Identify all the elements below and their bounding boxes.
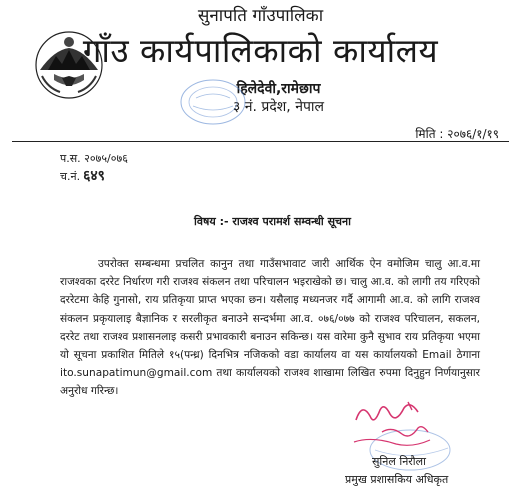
notice-body-text: उपरोक्त सम्बन्धमा प्रचलित कानुन तथा गाउँसभावाट जारी आर्थिक ऐन वमोजिम चालु आ.व.मा राजश्वका दररेट निर्धारण गरी राजश्व संकलन तथा परिचालन भइराखेको छ। चालु आ.व. को लागी तय गरिएको दररेटमा केहि गुनासो, राय प्रतिकृया प्राप्त भएका छन। यसैलाइ मध्यनजर गर्दै आगामी आ.व. को लागि राजश्व संकलन प्रकृयालाइ बैज्ञानिक र सरलीकृत बनाउने सन्दर्भमा आ.व. ०७६/०७७ को राजश्व परिचालन, सकलन, दररेट तथा राजश्व प्रशासनलाइ कसरी प्रभावकारी बनाउन सकिन्छ। यस वारेमा कुनै सुभाव राय प्रतिकृया भएमा यो सूचना प्रकाशित मितिले १५(पन्ध्र) दिनभित्र नजिकको वडा कार्यालय वा यस कार्यालयको Email ठेगाना ito.sunapatimun@gmail.com तथा कार्यालयको राजश्व शाखामा लिखित रुपमा दिनुहुन निर्णयानुसार अनुरोध गरिन्छ। xyxy=(60,258,480,398)
header-divider xyxy=(12,141,509,142)
subject-line: विषय :- राजश्व परामर्श सम्वन्धी सूचना xyxy=(194,215,351,228)
handwritten-signature-icon xyxy=(352,398,432,450)
municipality-name: सुनापति गाँउपालिका xyxy=(197,6,324,26)
address-line-1: हिलेदेवी,रामेछाप xyxy=(236,81,321,97)
date-line: मिति : २०७६/१/१९ xyxy=(415,127,499,141)
office-title: गाँउ कार्यपालिकाको कार्यालय xyxy=(82,31,439,70)
reference-ps: प.स. २०७५/०७६ xyxy=(60,152,128,165)
reference-cn-label: च.नं. xyxy=(60,170,81,183)
office-stamp-icon xyxy=(118,70,248,130)
notice-body xyxy=(60,255,480,401)
signatory-title: प्रमुख प्रशासकिय अधिकृत xyxy=(345,473,449,486)
signatory-name: सुनिल निरौला xyxy=(372,455,426,468)
reference-cn xyxy=(60,166,105,185)
reference-cn-number: ६४९ xyxy=(83,168,105,184)
address-line-2: ३ नं. प्रदेश, नेपाल xyxy=(232,99,325,115)
